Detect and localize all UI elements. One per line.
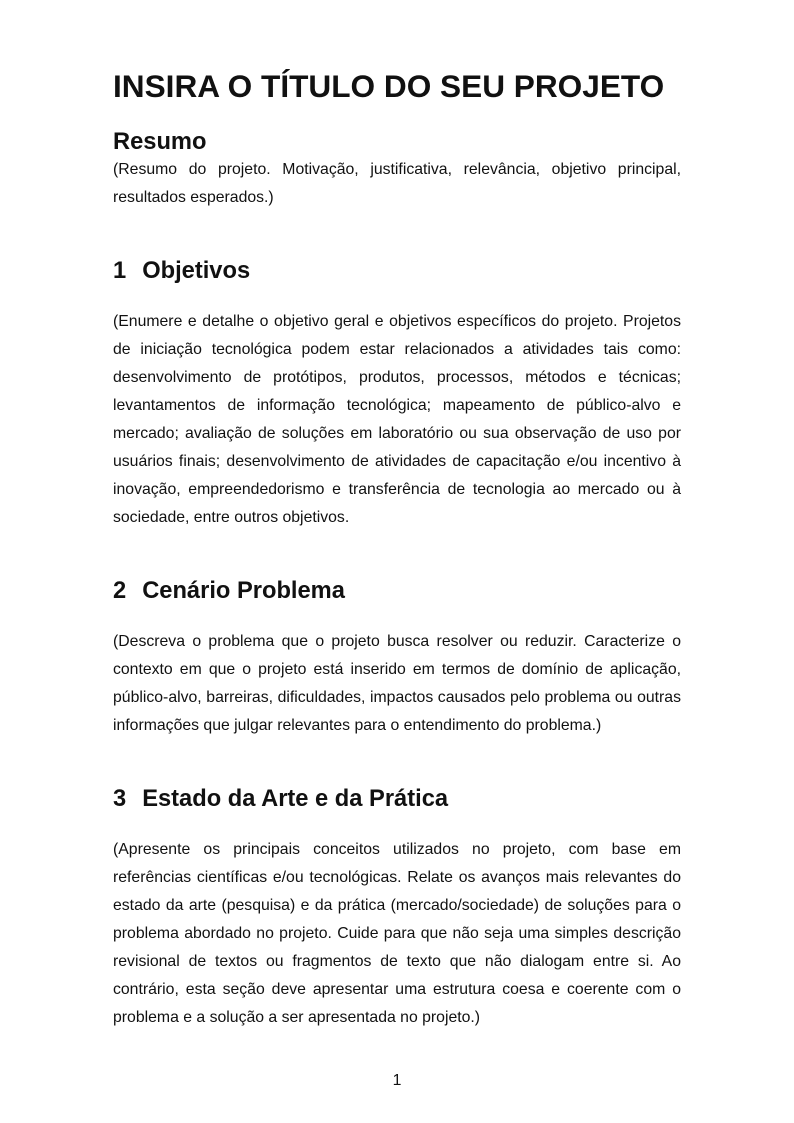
section-number: 3 [113, 786, 127, 812]
section-estado-da-arte [113, 785, 681, 1032]
section-heading [113, 257, 681, 285]
page-number: 1 [392, 1072, 402, 1089]
abstract-text: (Resumo do projeto. Motivação, justificativa, relevância, objetivo principal, resultados esperados.) [113, 161, 681, 206]
section-number: 2 [113, 578, 127, 604]
section-title: Estado da Arte e da Prática [142, 786, 449, 812]
section-heading [113, 785, 681, 813]
section-objetivos [113, 257, 681, 532]
section-heading [113, 577, 681, 605]
section-body: (Enumere e detalhe o objetivo geral e objetivos específicos do projeto. Projetos de iniciação tecnológica podem estar relacionados a atividades tais como: desenvolvimento de protótipos, produtos, processos, métodos e técnicas; levantamentos de informação tecnológica; mapeamento de público-alvo e mercado; avaliação de soluções em laboratório ou sua observação de uso por usuários finais; desenvolvimento de atividades de capacitação e/ou incentivo à inovação, empreendedorismo e transferência de tecnologia ao mercado ou à sociedade, entre outros objetivos. [113, 313, 681, 526]
section-title: Objetivos [142, 258, 251, 284]
section-number: 1 [113, 258, 127, 284]
section-body: (Apresente os principais conceitos utilizados no projeto, com base em referências científicas e/ou tecnológicas. Relate os avanços mais relevantes do estado da arte (pesquisa) e da prática (mercado/sociedade) de soluções para o problema abordado no projeto. Cuide para que não seja uma simples descrição revisional de textos ou fragmentos de texto que não dialogam entre si. Ao contrário, esta seção deve apresentar uma estrutura coesa e coerente com o problema e a solução a ser apresentada no projeto.) [113, 841, 681, 1026]
section-title: Cenário Problema [142, 578, 345, 604]
abstract-heading: Resumo [113, 129, 207, 155]
page-title: INSIRA O TÍTULO DO SEU PROJETO [113, 68, 665, 104]
section-body: (Descreva o problema que o projeto busca resolver ou reduzir. Caracterize o contexto em que o projeto está inserido em termos de domínio de aplicação, público-alvo, barreiras, dificuldades, impactos causados pelo problema ou outras informações que julgar relevantes para o entendimento do problema.) [113, 633, 681, 734]
section-cenario-problema [113, 577, 681, 740]
